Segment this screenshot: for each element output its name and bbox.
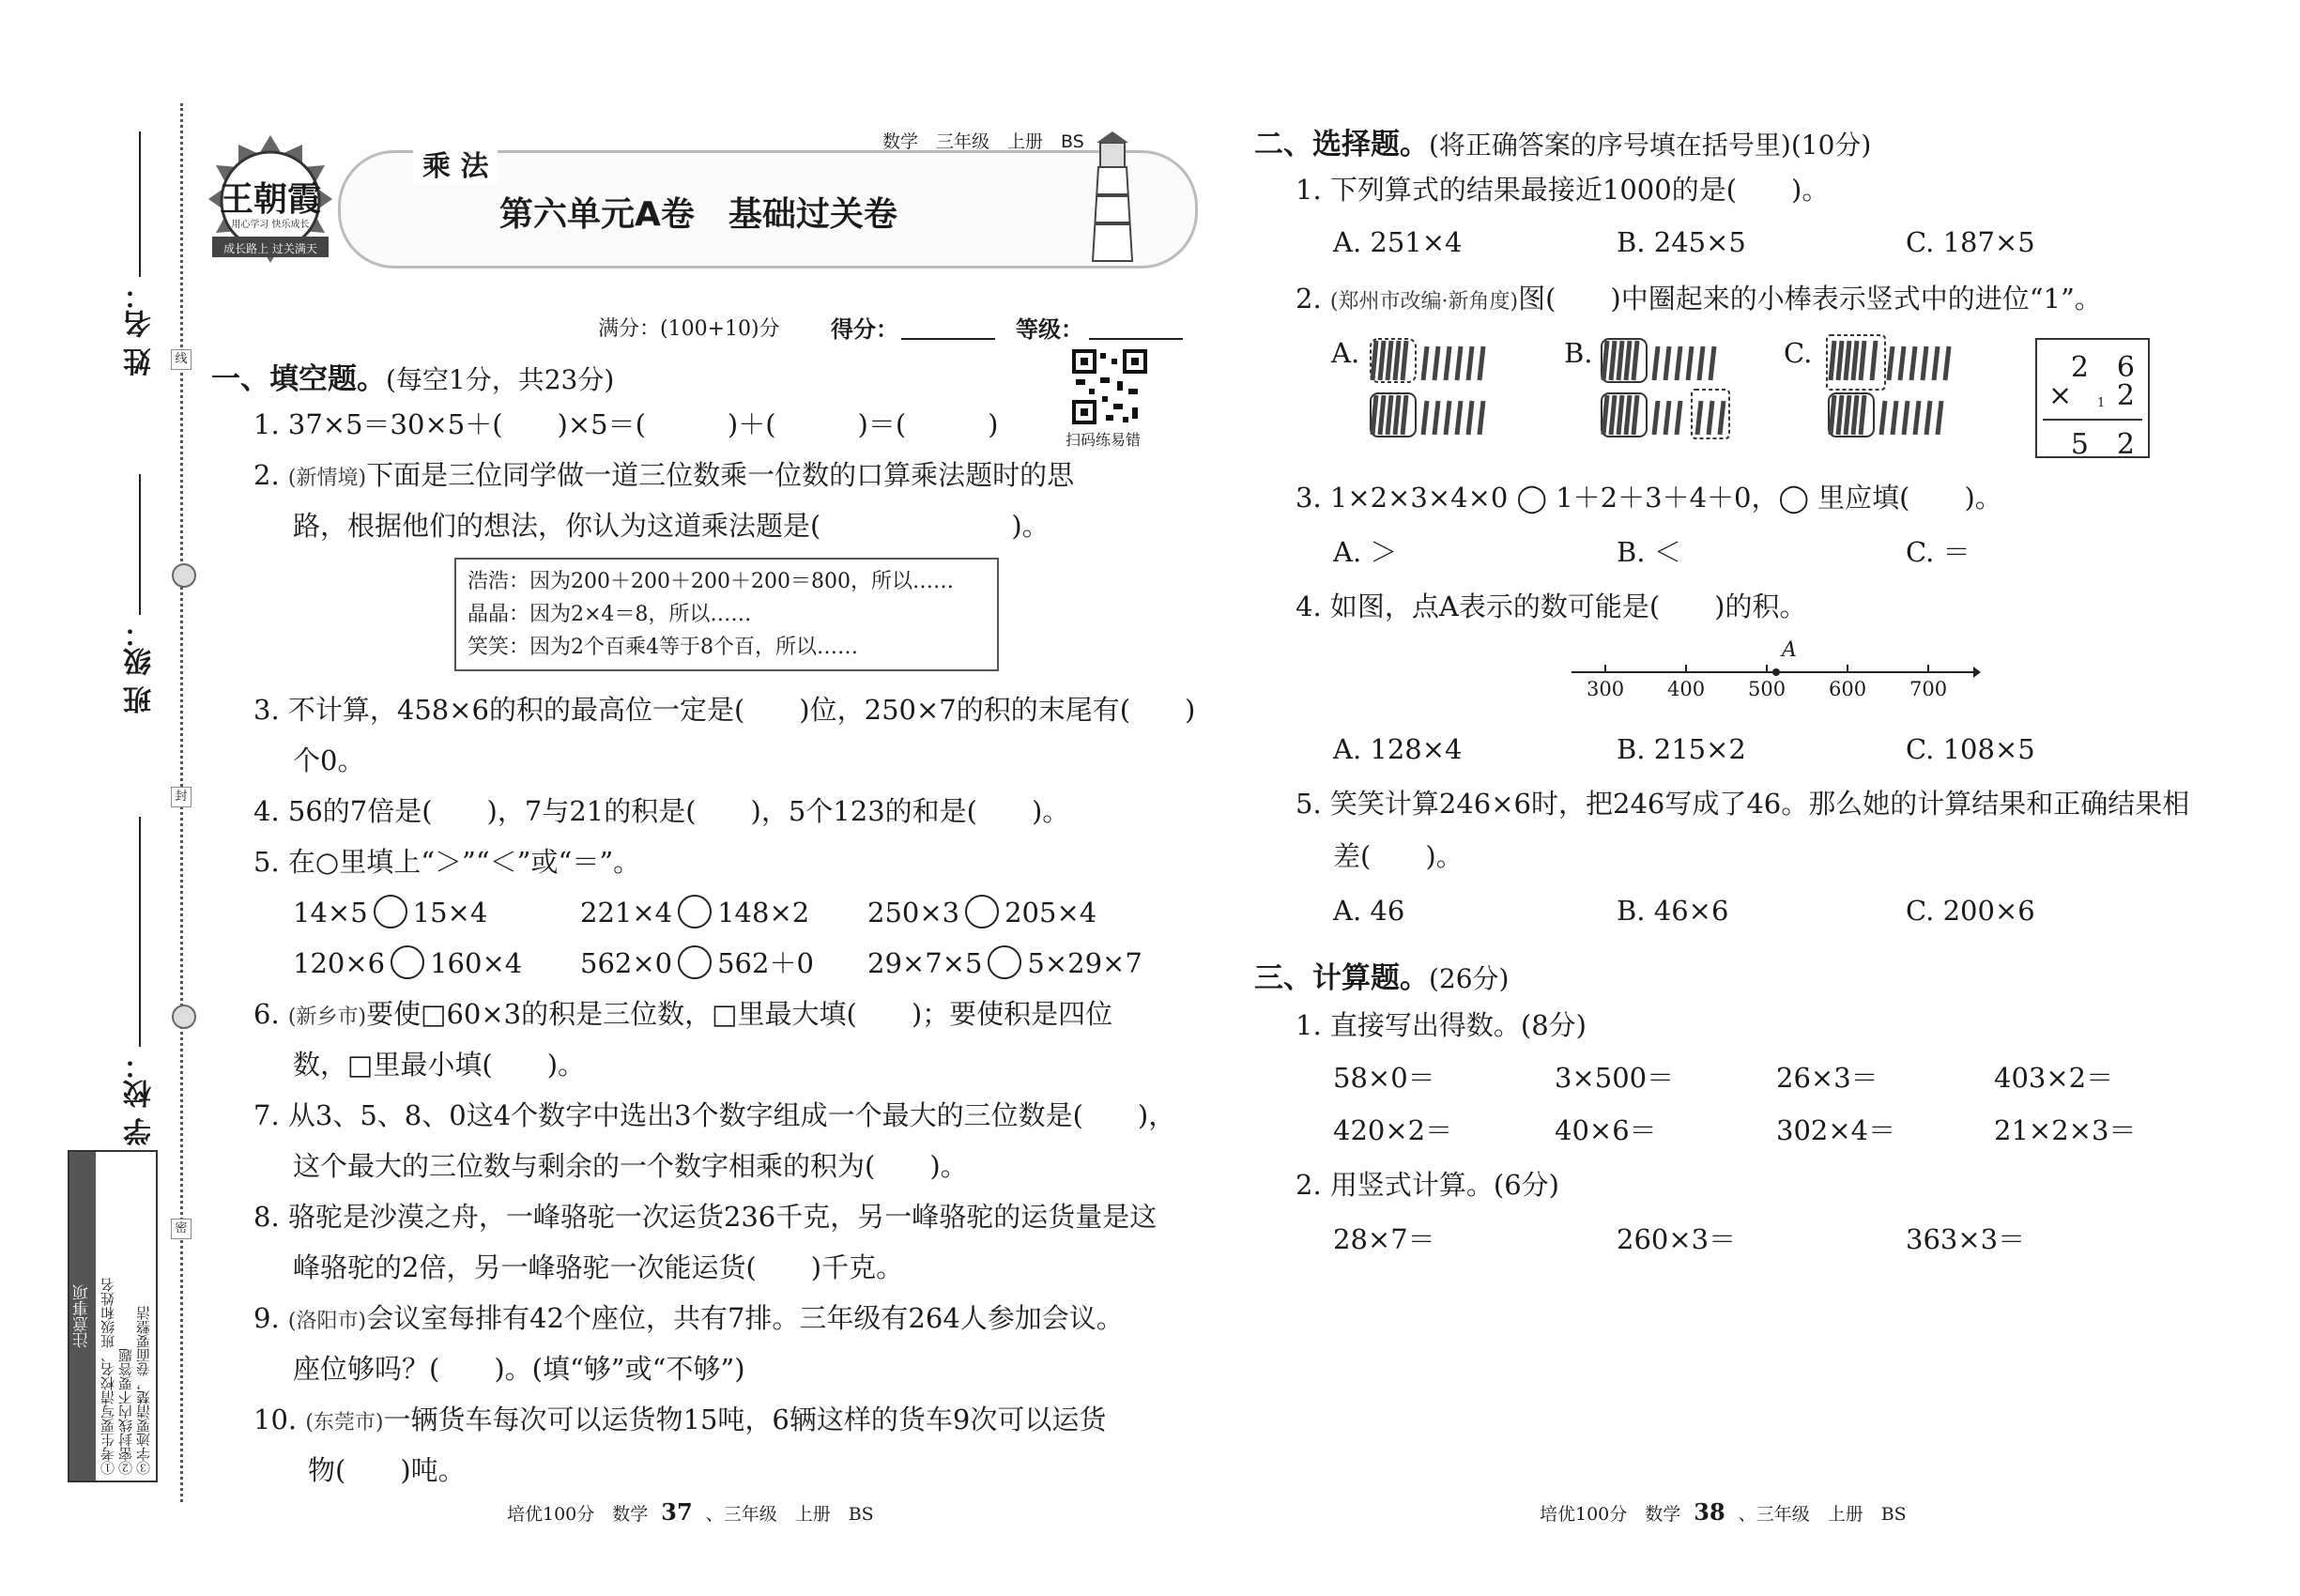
section2-title: 二、选择题。(将正确答案的序号填在括号里)(10分) — [1254, 128, 1872, 161]
option[interactable]: B. ＜ — [1617, 536, 1681, 568]
compare-circle[interactable] — [988, 945, 1021, 979]
hint-line: 笑笑：因为2个百乘4等于8个百，所以…… — [468, 636, 858, 659]
option[interactable]: A. — [1331, 337, 1360, 369]
q1-10: 10. (东莞市)一辆货车每次可以运货物15吨，6辆这样的货车9次可以运货 — [253, 1404, 1107, 1435]
sub2-title: 2. 用竖式计算。(6分) — [1296, 1169, 1559, 1201]
option[interactable]: B. 215×2 — [1617, 733, 1746, 765]
calc-item: 302×4＝ — [1776, 1114, 1896, 1146]
option[interactable]: C. 200×6 — [1906, 895, 2035, 927]
cut-mark: 密 — [171, 1219, 192, 1239]
brand-slogan: 用心学习 快乐成长 — [231, 220, 310, 230]
class-field[interactable] — [139, 474, 141, 615]
q1-7: 7. 从3、5、8、0这4个数字中选出3个数字组成一个最大的三位数是( )， — [253, 1099, 1176, 1131]
compare-item: 14×5 15×4 — [293, 897, 488, 928]
calc-result: 5 2 — [2070, 428, 2135, 461]
sub1-title: 1. 直接写出得数。(8分) — [1296, 1009, 1587, 1041]
binding-hole — [172, 1005, 196, 1029]
q1-2-hint-box — [454, 558, 999, 671]
name-field[interactable] — [139, 131, 141, 277]
calc-operator: × — [2048, 379, 2073, 412]
calc-item: 403×2＝ — [1994, 1062, 2114, 1094]
grade-label: 等级： — [1016, 316, 1083, 343]
page-title: 第六单元A卷 基础过关卷 — [499, 195, 897, 234]
brand-slogan-banner: 成长路上 过关满天 — [223, 242, 317, 255]
q1-2: 2. (新情境)下面是三位同学做一道三位数乘一位数的口算乘法题时的思 — [253, 459, 1075, 491]
header-meta: 数学 三年级 上册 BS — [882, 131, 1084, 152]
q1-4: 4. 56的7倍是( )，7与21的积是( )，5个123的和是( )。 — [253, 795, 1070, 827]
option[interactable]: B. 46×6 — [1617, 895, 1729, 927]
q1-8-cont: 峰骆驼的2倍，另一峰骆驼一次能运货( )千克。 — [293, 1251, 904, 1283]
calc-item: 21×2×3＝ — [1994, 1114, 2137, 1146]
section3-title: 三、计算题。(26分) — [1254, 961, 1510, 995]
calc-item: 3×500＝ — [1555, 1062, 1675, 1094]
q1-8: 8. 骆驼是沙漠之舟，一峰骆驼一次运货236千克，另一峰骆驼的运货量是这 — [253, 1201, 1158, 1233]
point-a-label: A — [1782, 638, 1797, 662]
compare-item: 29×7×5 5×29×7 — [867, 947, 1142, 979]
compare-item: 221×4 148×2 — [580, 897, 810, 928]
compare-circle[interactable] — [391, 945, 424, 979]
compare-circle[interactable] — [374, 895, 407, 928]
q1-10-cont: 物( )吨。 — [308, 1454, 466, 1486]
vertical-calc-box — [2035, 338, 2150, 461]
cut-mark: 封 — [171, 787, 192, 807]
calc-item: 260×3＝ — [1617, 1223, 1737, 1255]
brand-name: 王朝霞 — [219, 180, 321, 219]
q1-3: 3. 不计算，458×6的积的最高位一定是( )位，250×7的积的末尾有( ) — [253, 694, 1196, 726]
section1-note: (每空1分，共23分) — [386, 364, 615, 395]
lighthouse-icon — [1080, 130, 1145, 270]
option[interactable]: A. 128×4 — [1333, 733, 1463, 765]
tick-label: 300 — [1587, 678, 1625, 700]
q2-4: 4. 如图，点A表示的数可能是( )的积。 — [1296, 591, 1807, 622]
calc-multiplier: 2 — [2116, 379, 2135, 412]
school-field[interactable] — [139, 817, 141, 1047]
binding-hole — [172, 563, 196, 588]
option[interactable]: C. 187×5 — [1906, 226, 2035, 258]
notice-title: 注意事项 — [69, 1152, 96, 1481]
option[interactable]: A. 46 — [1333, 895, 1405, 927]
page-footer-left: 培优100分 数学 37 、三年级 上册 BS — [507, 1498, 874, 1526]
tick-label: 600 — [1829, 678, 1867, 700]
compare-item: 250×3 205×4 — [867, 897, 1097, 928]
option[interactable]: A. ＞ — [1333, 536, 1398, 568]
q1-1: 1. 37×5＝30×5＋( )×5＝( )＋( )＝( ) — [253, 408, 999, 440]
compare-item: 562×0 562＋0 — [580, 947, 814, 979]
compare-item: 120×6 160×4 — [293, 947, 523, 979]
brand-logo — [205, 131, 336, 272]
section3-note: (26分) — [1429, 963, 1510, 994]
sticks-figure-a — [1367, 333, 1526, 446]
option[interactable]: C. 108×5 — [1906, 733, 2035, 765]
qr-caption: 扫码练易错 — [1066, 431, 1142, 449]
compare-circle[interactable] — [678, 895, 712, 928]
number-line — [1568, 638, 1981, 710]
q2-2: 2. (郑州市改编·新角度)图( )中圈起来的小棒表示竖式中的进位“1”。 — [1296, 283, 2102, 315]
calc-item: 58×0＝ — [1333, 1062, 1435, 1094]
q2-5-cont: 差( )。 — [1333, 840, 1464, 872]
q2-5: 5. 笑笑计算246×6时，把246写成了46。那么她的计算结果和正确结果相 — [1296, 788, 2190, 820]
hint-line: 浩浩：因为200＋200＋200＋200＝800，所以…… — [468, 570, 954, 593]
calc-item: 420×2＝ — [1333, 1114, 1453, 1146]
q2-1: 1. 下列算式的结果最接近1000的是( )。 — [1296, 174, 1830, 206]
class-label: 班 级： — [124, 620, 157, 714]
q1-3-cont: 个0。 — [293, 744, 365, 776]
compare-circle[interactable] — [965, 895, 999, 928]
q1-9: 9. (洛阳市)会议室每排有42个座位，共有7排。三年级有264人参加会议。 — [253, 1302, 1124, 1334]
section1-title: 一、填空题。(每空1分，共23分) — [211, 362, 615, 396]
score-label: 得分： — [831, 316, 898, 343]
calc-item: 28×7＝ — [1333, 1223, 1435, 1255]
calc-item: 363×3＝ — [1906, 1223, 2026, 1255]
option[interactable]: B. — [1564, 337, 1593, 369]
q1-2-cont: 路，根据他们的想法，你认为这道乘法题是( )。 — [293, 510, 1050, 542]
q1-7-cont: 这个最大的三位数与剩余的一个数字相乘的积为( )。 — [293, 1150, 968, 1182]
page-number: 38 — [1694, 1498, 1725, 1526]
school-label: 学 校： — [124, 1051, 157, 1146]
option[interactable]: A. 251×4 — [1333, 226, 1463, 258]
notice-box — [68, 1150, 158, 1482]
option[interactable]: C. — [1784, 337, 1813, 369]
grade-field[interactable] — [1089, 338, 1183, 340]
score-full: 满分：(100+10)分 — [598, 317, 780, 341]
page-footer-right: 培优100分 数学 38 、三年级 上册 BS — [1540, 1498, 1907, 1526]
name-label: 姓 名： — [124, 282, 157, 376]
option[interactable]: C. ＝ — [1906, 536, 1970, 568]
page-number: 37 — [661, 1498, 693, 1526]
calc-carry: 1 — [2097, 396, 2106, 410]
tick-label: 500 — [1748, 678, 1786, 700]
calc-top: 2 6 — [2070, 351, 2135, 384]
sticks-figure-c — [1825, 333, 1985, 446]
q1-6-cont: 数，□里最小填( )。 — [293, 1049, 586, 1081]
option[interactable]: B. 245×5 — [1617, 226, 1746, 258]
hint-line: 晶晶：因为2×4＝8，所以…… — [468, 603, 752, 626]
compare-circle[interactable] — [678, 945, 712, 979]
qr-code-icon[interactable] — [1072, 349, 1147, 424]
q1-2-tag: (新情境) — [287, 467, 367, 490]
sticks-figure-b — [1598, 333, 1757, 446]
score-field[interactable] — [901, 338, 995, 340]
q1-6: 6. (新乡市)要使□60×3的积是三位数，□里最大填( )；要使积是四位 — [253, 998, 1113, 1030]
q2-3: 3. 1×2×3×4×0 ◯ 1＋2＋3＋4＋0，◯ 里应填( )。 — [1296, 482, 2002, 514]
section2-note: (将正确答案的序号填在括号里)(10分) — [1429, 130, 1872, 161]
calc-item: 26×3＝ — [1776, 1062, 1878, 1094]
cut-mark: 线 — [171, 349, 192, 370]
tick-label: 700 — [1909, 678, 1948, 700]
calc-item: 40×6＝ — [1555, 1114, 1657, 1146]
notice-item: ①考生要写清校名、班级和姓名 ②密封线内不要答题 ③字迹要清楚，卷面要整洁 — [100, 1278, 152, 1475]
q1-9-cont: 座位够吗？( )。(填“够”或“不够”) — [293, 1353, 745, 1385]
tick-label: 400 — [1667, 678, 1706, 700]
topic-label: 乘 法 — [413, 143, 498, 184]
q1-5: 5. 在○里填上“＞”“＜”或“＝”。 — [253, 846, 641, 878]
